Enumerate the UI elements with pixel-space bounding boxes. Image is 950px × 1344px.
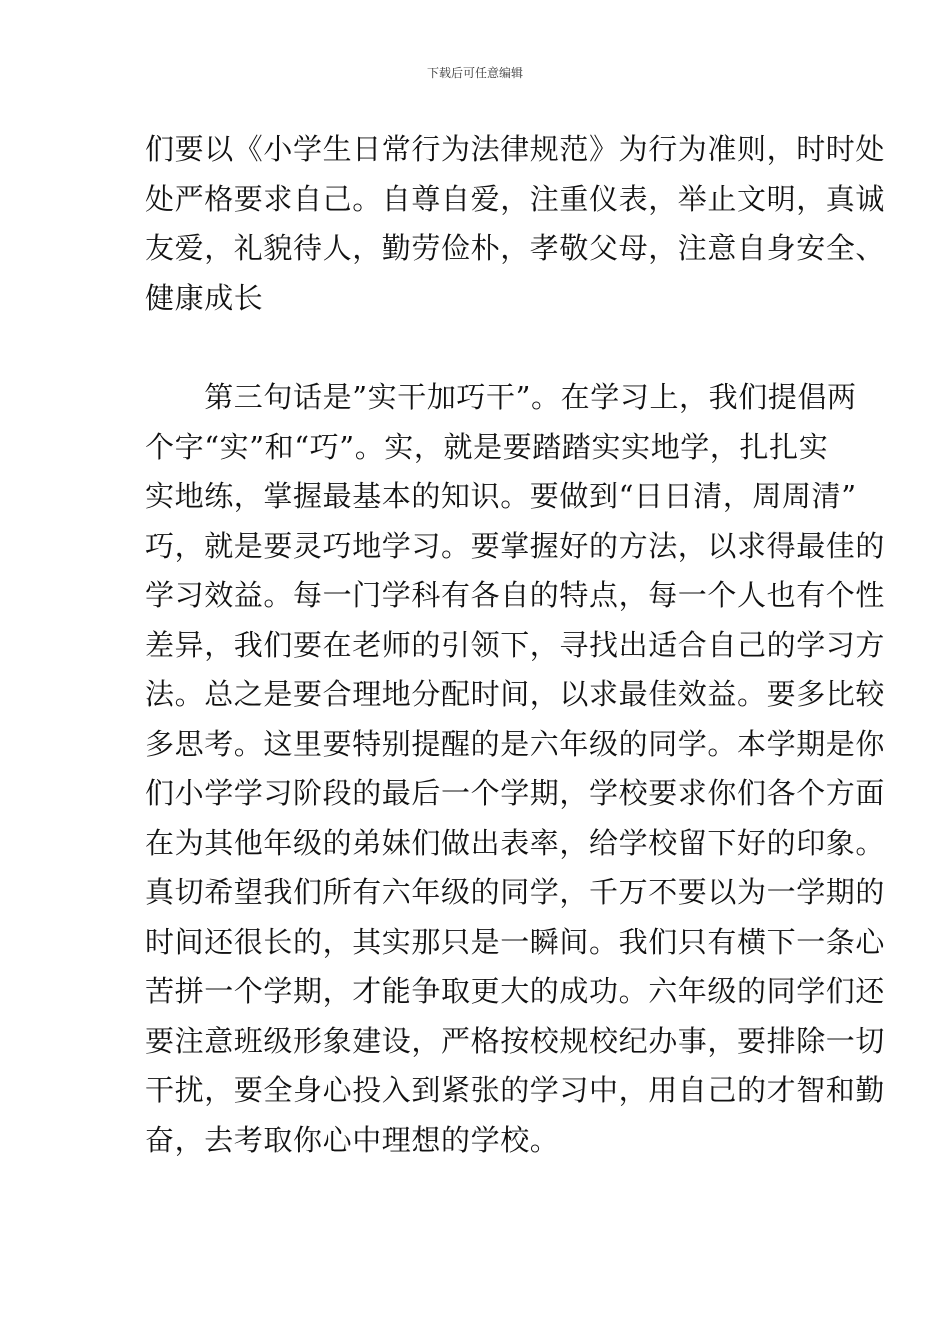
paragraph-2 (145, 373, 886, 1165)
text-line: 在为其他年级的弟妹们做出表率，给学校留下好的印象。 (145, 825, 886, 860)
text-line: 们要以《小学生日常行为法律规范》为行为准则，时时处 (145, 132, 886, 166)
text-line: 巧，就是要灵巧地学习。要掌握好的方法，以求得最佳的 (145, 528, 886, 563)
text-line: 多思考。这里要特别提醒的是六年级的同学。本学期是你 (145, 726, 886, 761)
text-line: 时间还很长的，其实那只是一瞬间。我们只有横下一条心 (145, 924, 886, 959)
text-line: 干扰，要全身心投入到紧张的学习中，用自己的才智和勤 (145, 1073, 886, 1107)
text-line: 要注意班级形象建设，严格按校规校纪办事，要排除一切 (145, 1023, 886, 1058)
text-line: 友爱，礼貌待人，勤劳俭朴，孝敬父母，注意自身安全、 (145, 231, 886, 265)
text-line: 学习效益。每一门学科有各自的特点，每一个人也有个性 (145, 578, 886, 612)
paragraph-1 (145, 125, 886, 323)
text-line: 法。总之是要合理地分配时间，以求最佳效益。要多比较 (145, 677, 886, 711)
text-line: 真切希望我们所有六年级的同学，千万不要以为一学期的 (145, 875, 886, 909)
text-line: 第三句话是”实干加巧干”。在学习上，我们提倡两 (145, 380, 857, 414)
text-line: 处严格要求自己。自尊自爱，注重仪表，举止文明，真诚 (145, 181, 886, 216)
text-line: 苦拼一个学期，才能争取更大的成功。六年级的同学们还 (145, 974, 886, 1008)
text-line: 们小学学习阶段的最后一个学期，学校要求你们各个方面 (145, 776, 886, 810)
text-line: 健康成长 (145, 280, 264, 315)
text-line: 实地练，掌握最基本的知识。要做到“日日清，周周清” (145, 479, 857, 513)
text-line: 奋，去考取你心中理想的学校。 (145, 1122, 560, 1157)
text-line: 差异，我们要在老师的引领下，寻找出适合自己的学习方 (145, 627, 886, 662)
page-header: 下载后可任意编辑 (426, 66, 523, 80)
text-line: 个字“实”和“巧”。实，就是要踏踏实实地学，扎扎实 (145, 429, 829, 464)
